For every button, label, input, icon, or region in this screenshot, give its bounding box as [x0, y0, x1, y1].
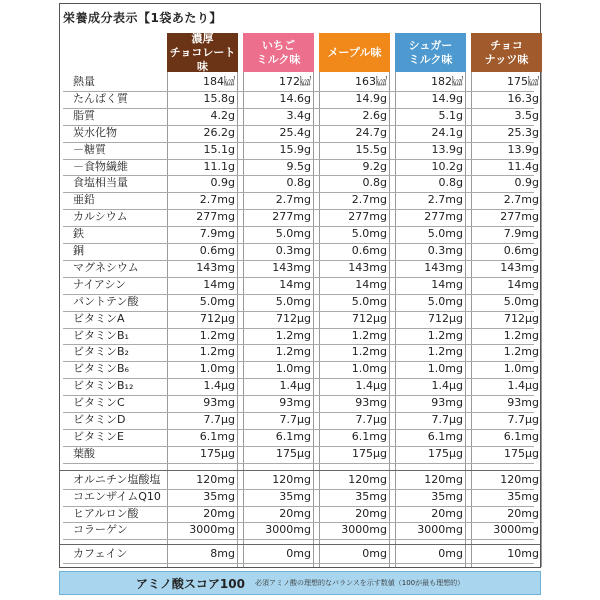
row-value: 0.6mg: [199, 244, 235, 257]
row-value: 120mg: [348, 472, 387, 486]
column-header: いちご ミルク味: [243, 33, 314, 72]
row-value: 182㎉: [431, 75, 463, 88]
row-value: 1.0mg: [427, 362, 463, 376]
row-label: 銅: [73, 244, 84, 257]
row-value: 2.7mg: [427, 193, 463, 207]
row-value: 1.2mg: [427, 328, 463, 342]
row-value: 712μg: [352, 311, 387, 325]
row-value: 14.9g: [431, 91, 463, 105]
row-value: 2.6g: [362, 108, 387, 122]
row-label: ビタミンB₁₂: [73, 379, 134, 393]
row-value: 6.1mg: [503, 429, 539, 443]
row-value: 1.4μg: [507, 379, 539, 393]
row-value: 7.7μg: [355, 413, 387, 426]
row-label: カフェイン: [73, 547, 128, 561]
row-value: 3000mg: [493, 523, 539, 537]
row-value: 14mg: [279, 277, 311, 291]
row-value: 11.1g: [203, 159, 235, 173]
row-value: 1.2mg: [275, 328, 311, 342]
row-value: 712μg: [504, 311, 539, 325]
row-label: ヒアルロン酸: [73, 506, 139, 520]
row-value: 5.0mg: [275, 227, 311, 241]
row-value: 0.9g: [514, 176, 539, 190]
row-label: 脂質: [73, 108, 95, 122]
row-label: 鉄: [73, 227, 84, 241]
row-value: 10mg: [507, 547, 539, 561]
row-value: 143mg: [272, 260, 311, 274]
row-label: 亜鉛: [73, 193, 95, 207]
row-value: 1.2mg: [199, 345, 235, 359]
row-value: 13.9g: [431, 142, 463, 156]
row-label: ナイアシン: [73, 277, 127, 291]
row-value: 0mg: [438, 547, 463, 561]
row-value: 14mg: [431, 277, 463, 291]
row-value: 184㎉: [203, 75, 235, 88]
row-value: 5.0mg: [351, 227, 387, 241]
row-label: －糖質: [73, 142, 106, 156]
row-value: 1.2mg: [351, 328, 387, 342]
section-divider: [60, 470, 540, 471]
row-value: 277mg: [196, 210, 235, 224]
row-label: コラーゲン: [73, 523, 128, 537]
row-value: 2.7mg: [503, 193, 539, 207]
amino-score-note: 必須アミノ酸の理想的なバランスを示す数値（100が最も理想的）: [254, 579, 465, 587]
row-label: ビタミンC: [73, 396, 125, 410]
row-value: 277mg: [424, 210, 463, 224]
row-value: 0mg: [362, 547, 387, 561]
row-value: 120mg: [500, 472, 539, 486]
row-divider: [63, 539, 534, 540]
row-label: オルニチン塩酸塩: [73, 472, 161, 486]
row-value: 0.8g: [362, 176, 387, 190]
row-value: 3.5g: [514, 108, 539, 122]
row-value: 14mg: [507, 277, 539, 291]
row-value: 25.4g: [279, 125, 311, 139]
row-value: 5.0mg: [427, 294, 463, 308]
row-label: ビタミンB₆: [73, 362, 129, 376]
row-value: 0.3mg: [427, 244, 463, 257]
row-value: 1.0mg: [503, 362, 539, 376]
row-value: 3000mg: [189, 523, 235, 537]
row-value: 93mg: [431, 396, 463, 410]
column-header: メープル味: [319, 33, 390, 72]
row-label: ビタミンE: [73, 429, 124, 443]
row-value: 1.0mg: [199, 362, 235, 376]
row-value: 20mg: [431, 506, 463, 520]
row-value: 712μg: [276, 311, 311, 325]
row-value: 0.3mg: [275, 244, 311, 257]
row-value: 93mg: [507, 396, 539, 410]
row-value: 3000mg: [265, 523, 311, 537]
row-value: 20mg: [355, 506, 387, 520]
row-value: 3000mg: [417, 523, 463, 537]
row-value: 26.2g: [203, 125, 235, 139]
row-value: 0.8g: [286, 176, 311, 190]
row-value: 1.4μg: [355, 379, 387, 393]
row-value: 277mg: [348, 210, 387, 224]
row-value: 2.7mg: [275, 193, 311, 207]
row-value: 9.2g: [362, 159, 387, 173]
row-label: ビタミンB₁: [73, 328, 129, 342]
row-value: 1.2mg: [503, 345, 539, 359]
row-value: 7.7μg: [203, 413, 235, 426]
row-value: 175μg: [428, 446, 463, 460]
row-value: 2.7mg: [199, 193, 235, 207]
row-value: 24.1g: [431, 125, 463, 139]
row-label: パントテン酸: [73, 294, 139, 308]
row-value: 6.1mg: [275, 429, 311, 443]
row-value: 120mg: [272, 472, 311, 486]
row-value: 143mg: [500, 260, 539, 274]
row-value: 4.2g: [210, 108, 235, 122]
row-value: 15.1g: [203, 142, 235, 156]
row-value: 93mg: [355, 396, 387, 410]
row-label: ビタミンA: [73, 311, 125, 325]
row-value: 1.2mg: [275, 345, 311, 359]
row-value: 1.2mg: [351, 345, 387, 359]
row-value: 8mg: [210, 547, 235, 561]
column-header: チョコ ナッツ味: [471, 33, 542, 72]
row-value: 5.0mg: [503, 294, 539, 308]
row-value: 7.7μg: [279, 413, 311, 426]
row-value: 175μg: [276, 446, 311, 460]
row-value: 35mg: [507, 489, 539, 503]
row-label: たんぱく質: [73, 91, 128, 105]
row-value: 13.9g: [507, 142, 539, 156]
row-label: 葉酸: [73, 446, 95, 460]
row-label: ビタミンB₂: [73, 345, 129, 359]
panel-title: 栄養成分表示【1袋あたり】: [63, 11, 222, 25]
row-value: 3000mg: [341, 523, 387, 537]
amino-score-banner: [59, 571, 541, 595]
row-label: 熱量: [73, 75, 95, 88]
row-value: 175μg: [200, 446, 235, 460]
row-value: 20mg: [279, 506, 311, 520]
row-value: 15.8g: [203, 91, 235, 105]
row-value: 163㎉: [355, 75, 387, 88]
row-value: 1.2mg: [503, 328, 539, 342]
row-label: －食物繊維: [73, 159, 128, 173]
row-value: 14mg: [203, 277, 235, 291]
row-value: 11.4g: [507, 159, 539, 173]
row-label: カルシウム: [73, 210, 128, 224]
row-value: 712μg: [428, 311, 463, 325]
row-value: 35mg: [355, 489, 387, 503]
row-value: 14mg: [355, 277, 387, 291]
row-value: 1.4μg: [431, 379, 463, 393]
row-value: 93mg: [203, 396, 235, 410]
row-value: 25.3g: [507, 125, 539, 139]
row-value: 15.9g: [279, 142, 311, 156]
row-value: 1.4μg: [203, 379, 235, 393]
row-value: 15.5g: [355, 142, 387, 156]
row-value: 1.0mg: [275, 362, 311, 376]
row-value: 14.9g: [355, 91, 387, 105]
row-value: 1.0mg: [351, 362, 387, 376]
row-label: 炭水化物: [73, 125, 117, 139]
row-value: 6.1mg: [427, 429, 463, 443]
row-value: 10.2g: [431, 159, 463, 173]
row-value: 6.1mg: [351, 429, 387, 443]
row-value: 7.7μg: [507, 413, 539, 426]
row-value: 35mg: [203, 489, 235, 503]
row-value: 6.1mg: [199, 429, 235, 443]
row-value: 0.6mg: [503, 244, 539, 257]
row-value: 175μg: [504, 446, 539, 460]
row-value: 0.6mg: [351, 244, 387, 257]
row-value: 172㎉: [279, 75, 311, 88]
row-value: 5.0mg: [199, 294, 235, 308]
row-value: 1.2mg: [427, 345, 463, 359]
row-value: 0mg: [286, 547, 311, 561]
row-value: 7.7μg: [431, 413, 463, 426]
row-value: 143mg: [196, 260, 235, 274]
row-value: 0.8g: [438, 176, 463, 190]
row-value: 175㎉: [507, 75, 539, 88]
row-value: 712μg: [200, 311, 235, 325]
row-value: 175μg: [352, 446, 387, 460]
row-value: 20mg: [203, 506, 235, 520]
row-value: 2.7mg: [351, 193, 387, 207]
row-value: 1.4μg: [279, 379, 311, 393]
row-value: 35mg: [431, 489, 463, 503]
row-value: 120mg: [424, 472, 463, 486]
row-value: 9.5g: [286, 159, 311, 173]
row-value: 5.0mg: [275, 294, 311, 308]
row-value: 120mg: [196, 472, 235, 486]
row-value: 24.7g: [355, 125, 387, 139]
row-label: ビタミンD: [73, 413, 126, 426]
row-value: 3.4g: [286, 108, 311, 122]
amino-score-label: アミノ酸スコア100: [135, 576, 245, 591]
row-value: 20mg: [507, 506, 539, 520]
row-value: 143mg: [424, 260, 463, 274]
row-value: 277mg: [500, 210, 539, 224]
column-header: シュガー ミルク味: [395, 33, 466, 72]
row-label: 食塩相当量: [73, 176, 128, 190]
row-value: 1.2mg: [199, 328, 235, 342]
row-label: コエンザイムQ10: [73, 489, 161, 503]
row-value: 5.0mg: [427, 227, 463, 241]
row-value: 0.9g: [210, 176, 235, 190]
row-value: 7.9mg: [503, 227, 539, 241]
row-divider: [63, 563, 534, 564]
section-divider: [60, 544, 540, 545]
row-value: 143mg: [348, 260, 387, 274]
row-divider: [63, 463, 534, 464]
row-value: 277mg: [272, 210, 311, 224]
row-value: 7.9mg: [199, 227, 235, 241]
row-value: 5.0mg: [351, 294, 387, 308]
row-label: マグネシウム: [73, 260, 139, 274]
row-value: 14.6g: [279, 91, 311, 105]
column-header: 濃厚 チョコレート味: [167, 33, 238, 72]
row-value: 35mg: [279, 489, 311, 503]
row-value: 16.3g: [507, 91, 539, 105]
row-value: 5.1g: [438, 108, 463, 122]
row-value: 93mg: [279, 396, 311, 410]
